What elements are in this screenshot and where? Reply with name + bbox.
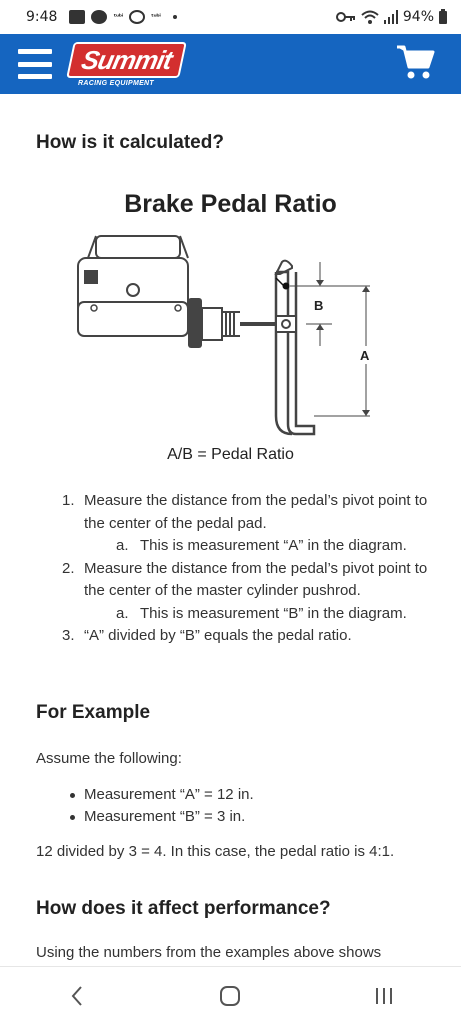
home-icon	[219, 985, 241, 1007]
logo-tagline: RACING EQUIPMENT	[78, 79, 154, 87]
heading-performance: How does it affect performance?	[36, 898, 331, 919]
home-button[interactable]	[200, 976, 260, 1016]
wifi-icon	[361, 10, 379, 24]
cart-button[interactable]	[395, 43, 435, 86]
signal-icon	[384, 10, 398, 24]
notification-label: ᵗᵘᵇⁱ	[151, 13, 161, 21]
step-text: Measure the distance from the pedal’s pivot point to the center of the pedal pad.	[84, 492, 428, 532]
system-nav-bar	[0, 966, 461, 1024]
heading-how-calculated: How is it calculated?	[36, 132, 224, 153]
performance-intro: Using the numbers from the examples above shows	[36, 944, 382, 961]
result-text: 12 divided by 3 = 4. In this case, the pedal ratio is 4:1.	[36, 843, 395, 860]
recents-icon	[373, 986, 395, 1006]
steps-list	[62, 490, 432, 648]
figure-title: Brake Pedal Ratio	[124, 190, 337, 218]
list-item: Measurement “A” = 12 in.	[70, 784, 254, 806]
menu-icon	[18, 49, 52, 54]
step-text: “A” divided by “B” equals the pedal ratio.	[84, 627, 352, 644]
recents-button[interactable]	[354, 976, 414, 1016]
more-notifications-icon	[173, 15, 177, 19]
assume-text: Assume the following:	[36, 750, 182, 767]
back-button[interactable]	[47, 976, 107, 1016]
heading-for-example: For Example	[36, 702, 151, 723]
sub-item: a. This is measurement “B” in the diagram.	[116, 604, 407, 622]
shopping-cart-icon	[395, 43, 435, 81]
app-header	[0, 34, 461, 94]
brake-pedal-diagram	[70, 228, 390, 438]
figure-caption: A/B = Pedal Ratio	[167, 446, 294, 463]
list-item: 1. Measure the distance from the pedal’s pivot point to the center of the pedal pad. a. This is measurement “A” in the diagram.	[62, 490, 432, 558]
notification-label: ᵗᵘᵇⁱ	[113, 13, 124, 21]
label-a: A	[360, 348, 370, 363]
list-item: 2. Measure the distance from the pedal’s pivot point to the center of the master cylinder pushrod. a. This is measurement “B” in the diagram.	[62, 558, 432, 626]
key-icon	[336, 11, 356, 23]
sub-item: a. This is measurement “A” in the diagram.	[116, 537, 407, 554]
list-item: Measurement “B” = 3 in.	[70, 806, 254, 828]
status-bar	[0, 0, 461, 34]
summit-logo[interactable]	[70, 42, 183, 87]
menu-button[interactable]	[18, 49, 52, 79]
article-content	[0, 94, 461, 966]
clock: 9:48	[26, 9, 58, 25]
sync-icon	[129, 10, 145, 24]
step-text: Measure the distance from the pedal’s pivot point to the center of the master cylinder pushrod.	[84, 559, 428, 599]
back-icon	[70, 985, 84, 1007]
battery-percent: 94%	[402, 9, 434, 25]
list-item: 3. “A” divided by “B” equals the pedal ratio.	[62, 627, 352, 644]
logo-wordmark: Summit	[66, 42, 187, 78]
gallery-icon	[69, 10, 85, 24]
measurements-list	[70, 784, 254, 828]
battery-icon	[439, 11, 447, 24]
account-icon	[91, 10, 107, 24]
label-b: B	[314, 298, 324, 313]
